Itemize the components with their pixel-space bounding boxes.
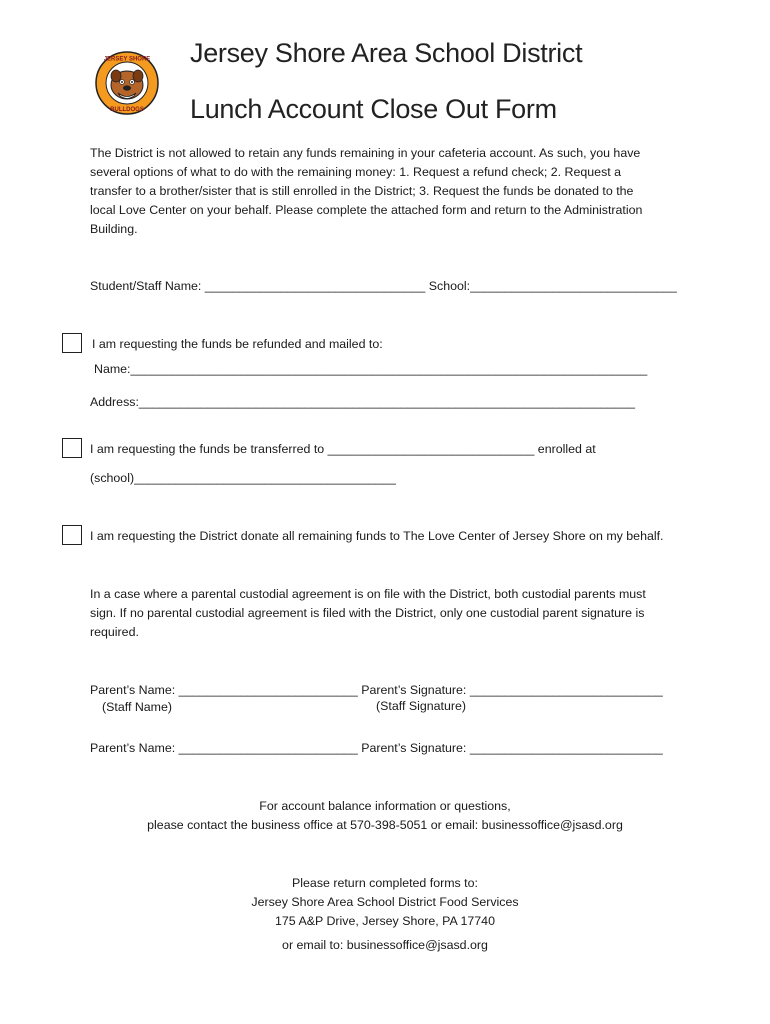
- transfer-option-label[interactable]: I am requesting the funds be transferred to ______________________________ enrolled at: [90, 442, 596, 456]
- intro-line: local Love Center on your behalf. Please complete the attached form and return to the Administration: [90, 203, 643, 217]
- return-address: 175 A&P Drive, Jersey Shore, PA 17740: [275, 914, 495, 928]
- intro-line: The District is not allowed to retain any funds remaining in your cafeteria account. As such, you have: [90, 146, 641, 160]
- return-email: or email to: businessoffice@jsasd.org: [282, 938, 488, 952]
- custody-line: required.: [90, 625, 139, 639]
- custody-line: sign. If no parental custodial agreement is filed with the District, only one custodial parent signature is: [90, 606, 645, 620]
- staff-name-caption: (Staff Name): [102, 700, 173, 714]
- custody-paragraph: [90, 585, 690, 642]
- form-title: Lunch Account Close Out Form: [190, 94, 557, 124]
- logo-bottom-text: BULLDOGS: [110, 107, 144, 113]
- refund-option-label: I am requesting the funds be refunded and mailed to:: [92, 337, 383, 351]
- bulldog-logo-icon: [94, 50, 160, 116]
- district-title: Jersey Shore Area School District: [190, 38, 583, 68]
- transfer-school-field[interactable]: (school)______________________________________: [90, 471, 396, 485]
- return-line: Please return completed forms to:: [292, 876, 478, 890]
- refund-address-field[interactable]: Address:________________________________________________________________________: [90, 395, 636, 409]
- donate-checkbox[interactable]: [62, 525, 82, 545]
- intro-line: several options of what to do with the remaining money: 1. Request a refund check; 2. Request a: [90, 165, 622, 179]
- bulldog-logo: [94, 50, 160, 116]
- logo-top-text: JERSEY SHORE: [103, 56, 151, 63]
- return-line: Jersey Shore Area School District Food Services: [251, 895, 519, 909]
- intro-line: transfer to a brother/sister that is still enrolled in the District; 3. Request the funds be donated to the: [90, 184, 634, 198]
- staff-signature-caption: (Staff Signature): [376, 699, 466, 713]
- contact-line: For account balance information or questions,: [259, 799, 511, 813]
- intro-line: Building.: [90, 222, 138, 236]
- transfer-checkbox[interactable]: [62, 438, 82, 458]
- parent-signature-row-1[interactable]: Parent’s Name: __________________________ Parent’s Signature: ____________________________: [90, 683, 663, 697]
- parent-signature-row-2[interactable]: Parent’s Name: __________________________ Parent’s Signature: ____________________________: [90, 741, 663, 755]
- refund-checkbox[interactable]: [62, 333, 82, 353]
- intro-paragraph: [90, 144, 690, 239]
- custody-line: In a case where a parental custodial agreement is on file with the District, both custodial parents must: [90, 587, 646, 601]
- student-staff-name-field[interactable]: Student/Staff Name: ________________________________ School:______________________________: [90, 279, 677, 293]
- donate-option-label: I am requesting the District donate all remaining funds to The Love Center of Jersey Shore on my behalf.: [90, 529, 664, 543]
- refund-name-field[interactable]: Name:___________________________________________________________________________: [94, 362, 648, 376]
- contact-line: please contact the business office at 570-398-5051 or email: businessoffice@jsasd.org: [147, 818, 623, 832]
